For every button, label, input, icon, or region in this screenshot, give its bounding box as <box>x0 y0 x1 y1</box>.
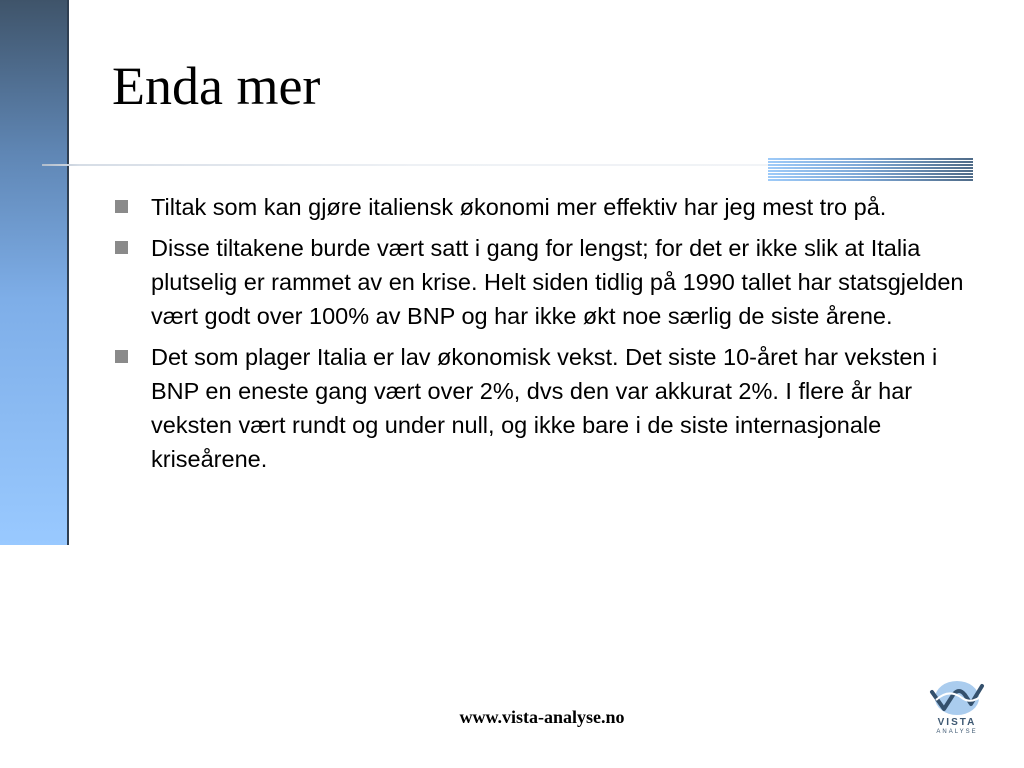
bullet-item <box>112 340 972 476</box>
bullet-item <box>112 190 972 224</box>
side-bar-edge <box>67 0 69 545</box>
square-bullet-icon <box>115 350 128 363</box>
title-rule-accent <box>768 157 973 181</box>
bullet-item <box>112 231 972 333</box>
vista-analyse-logo <box>922 676 992 740</box>
bullet-text: Det som plager Italia er lav økonomisk vekst. Det siste 10-året har veksten i BNP en eneste gang vært over 2%, dvs den var akkurat 2%. I flere år har veksten vært rundt og under null, og ikke bare i de siste internasjonale kriseårene. <box>151 344 938 472</box>
bullet-text: Tiltak som kan gjøre italiensk økonomi mer effektiv har jeg mest tro på. <box>151 194 887 220</box>
bullet-list <box>112 190 972 483</box>
square-bullet-icon <box>115 200 128 213</box>
decorative-side-bar <box>0 0 68 545</box>
footer-url[interactable]: www.vista-analyse.no <box>459 707 625 727</box>
bullet-text: Disse tiltakene burde vært satt i gang for lengst; for det er ikke slik at Italia plutselig er rammet av en krise. Helt siden tidlig på 1990 tallet har statsgjelden vært godt over 100% av BNP og har ikke økt noe særlig de siste årene. <box>151 235 964 329</box>
slide-title: Enda mer <box>112 56 321 116</box>
vista-wave-logo-icon <box>922 676 992 716</box>
square-bullet-icon <box>115 241 128 254</box>
logo-subtitle: ANALYSE <box>936 729 978 735</box>
logo-wordmark: VISTA <box>937 717 977 728</box>
